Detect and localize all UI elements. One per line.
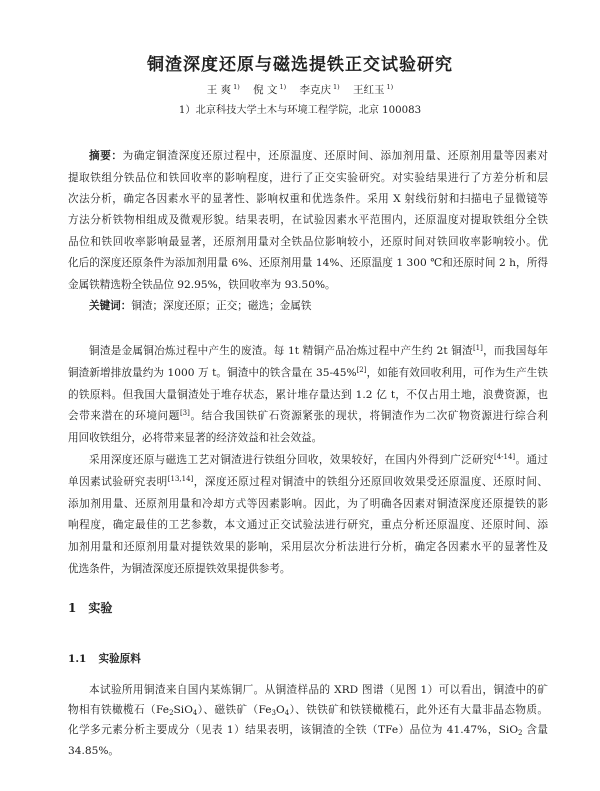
- author-name: 李克庆: [299, 84, 332, 96]
- text-line: [68, 428, 548, 450]
- text-run: SiO: [173, 704, 193, 717]
- field-label: 摘要：: [89, 150, 123, 163]
- field-label: 关键词：: [89, 300, 132, 313]
- citation-mark: [4-14]: [493, 453, 516, 462]
- citation-mark: [2]: [356, 365, 367, 374]
- text-line: [68, 296, 548, 317]
- paper-title: 铜渣深度还原与磁选提铁正交试验研究: [147, 55, 453, 75]
- text-line: [68, 450, 548, 472]
- author: [300, 84, 340, 96]
- text-run: ，而我国每年: [482, 345, 548, 358]
- text-run: ）、铁铁矿和铁镁橄榄石，此外还有大量非晶态物质。: [289, 704, 548, 717]
- text-line: [68, 720, 548, 740]
- text-line: [68, 210, 548, 231]
- section-heading: [68, 598, 112, 618]
- text-line: [68, 275, 548, 296]
- text-run: 。通过: [515, 454, 548, 467]
- author: [207, 84, 240, 96]
- text-line: [68, 385, 548, 407]
- text-line: [68, 189, 548, 210]
- text-run: O: [276, 704, 285, 717]
- text-run: 提取铁组分铁品位和铁回收率的影响程度，进行了正交实验研究。对实验结果进行了方差分析和层: [68, 171, 548, 184]
- text-line: [68, 146, 548, 167]
- subscript: 4: [192, 709, 198, 718]
- text-line: [68, 406, 548, 428]
- text-run: 添加剂用量、还原剂用量和冷却方式等因素影响。因此，为了明确各因素对铜渣深度还原提铁的影: [68, 497, 548, 510]
- citation-mark: [13,14]: [167, 474, 194, 483]
- subscript: 2: [169, 709, 174, 718]
- citation-mark: [1]: [472, 344, 483, 353]
- text-line: [68, 741, 548, 761]
- text-run: 本试验所用铜渣来自国内某炼铜厂。从铜渣样品的 XRD 图谱（见图 1）可以看出，铜渣中的矿: [89, 684, 548, 696]
- text-run: 加剂用量和还原剂用量对提铁效果的影响，采用层次分析法进行分析，确定各因素水平的显著性及: [68, 541, 548, 554]
- text-run: 铜渣新增排放量约为 1000 万 t。铜渣中的铁含量在 35-45%: [68, 366, 357, 379]
- text-run: 用回收铁组分，必将带来显著的经济效益和社会效益。: [68, 432, 323, 445]
- text-run: 次法分析，确定各因素水平的显著性、影响权重和优选条件。采用 X 射线衍射和扫描电子显微镜等: [68, 193, 548, 206]
- subsection-title: 实验原料: [98, 653, 141, 665]
- text-line: [68, 559, 548, 581]
- text-line: [68, 700, 548, 720]
- text-line: [68, 232, 548, 253]
- subscript: 2: [518, 729, 523, 738]
- affiliation: 1）北京科技大学土木与环境工程学院，北京 100083: [178, 105, 422, 116]
- text-run: ）、磁铁矿（Fe: [197, 704, 272, 717]
- text-run: 含量: [522, 724, 548, 737]
- text-run: 物相有铁橄榄石（Fe: [68, 704, 170, 717]
- text-run: ，深度还原过程对铜渣中的铁组分还原回收效果受还原温度、还原时间、: [193, 475, 548, 488]
- text-line: [68, 472, 548, 494]
- text-run: 化学多元素分析主要成分（见表 1）结果表明，该铜渣的全铁（TFe）品位为 41.47%，SiO: [68, 724, 519, 737]
- text-line: [68, 494, 548, 516]
- text-run: 。结合我国铁矿石资源紧张的现状，将铜渣作为二次矿物资源进行综合利: [189, 410, 548, 423]
- section-number: 1: [68, 601, 77, 615]
- author-name: 倪 文: [253, 84, 278, 96]
- text-run: ，如能有效回收利用，可作为生产生铁: [366, 366, 548, 379]
- text-line: [68, 537, 548, 559]
- section-title: 实验: [88, 601, 113, 615]
- subscript: 4: [284, 709, 290, 718]
- text-line: [68, 515, 548, 537]
- keywords: [68, 296, 548, 317]
- author: [253, 84, 286, 96]
- author-name: 王红玉: [353, 84, 385, 96]
- text-run: 品位和铁回收率影响最显著，还原剂用量对全铁品位影响较小，还原时间对铁回收率影响较小。优: [68, 235, 548, 248]
- text-run: 优选条件，为铜渣深度还原提铁效果提供参考。: [68, 563, 291, 576]
- author-affiliation-mark: 1): [233, 83, 240, 91]
- text-run: 铜渣；深度还原；正交；磁选；金属铁: [131, 300, 312, 313]
- subsection-heading: [68, 649, 141, 669]
- text-line: [68, 341, 548, 363]
- introduction-paragraph-2: [68, 450, 548, 581]
- subscript: 3: [271, 709, 277, 718]
- author-affiliation-mark: 1): [333, 83, 340, 91]
- text-run: 单因素试验研究表明: [68, 475, 168, 488]
- materials-paragraph: [68, 680, 548, 761]
- author-affiliation-mark: 1): [386, 83, 394, 91]
- text-run: 34.85%。: [68, 744, 119, 757]
- author-name: 王 爽: [206, 84, 232, 96]
- text-line: [68, 363, 548, 385]
- text-run: 为确定铜渣深度还原过程中，还原温度、还原时间、添加剂用量、还原剂用量等因素对: [122, 150, 548, 163]
- text-line: [68, 680, 548, 700]
- citation-mark: [3]: [179, 409, 190, 418]
- author: [353, 84, 393, 96]
- text-run: 采用深度还原与磁选工艺对铜渣进行铁组分回收，效果较好，在国内外得到广泛研究: [89, 454, 494, 467]
- text-run: 方法分析铁物相组成及微观形貌。结果表明，在试验因素水平范围内，还原温度对提取铁组分全铁: [68, 214, 548, 227]
- text-run: 响程度，确定最佳的工艺参数，本文通过正交试验法进行研究，重点分析还原温度、还原时间、添: [68, 519, 548, 532]
- author-affiliation-mark: 1): [279, 83, 287, 91]
- text-run: 会带来潜在的环境问题: [68, 410, 180, 423]
- text-run: 的铁原料。但我国大量铜渣处于堆存状态，累计堆存量达到 1.2 亿 t，不仅占用土地，浪费资源，也: [68, 388, 548, 401]
- introduction-paragraph-1: [68, 341, 548, 450]
- author-list: [0, 82, 600, 98]
- text-run: 化后的深度还原条件为添加剂用量 6%、还原剂用量 14%、还原温度 1 300 ℃和还原时间 2 h，所得: [68, 257, 548, 270]
- abstract: [68, 146, 548, 296]
- subsection-number: 1.1: [68, 653, 87, 665]
- text-run: 金属铁精选粉全铁品位 92.95%，铁回收率为 93.50%。: [68, 278, 336, 291]
- text-line: [68, 253, 548, 274]
- text-run: 铜渣是金属铜冶炼过程中产生的废渣。每 1t 精铜产品冶炼过程中产生约 2t 铜渣: [89, 345, 473, 358]
- text-line: [68, 168, 548, 189]
